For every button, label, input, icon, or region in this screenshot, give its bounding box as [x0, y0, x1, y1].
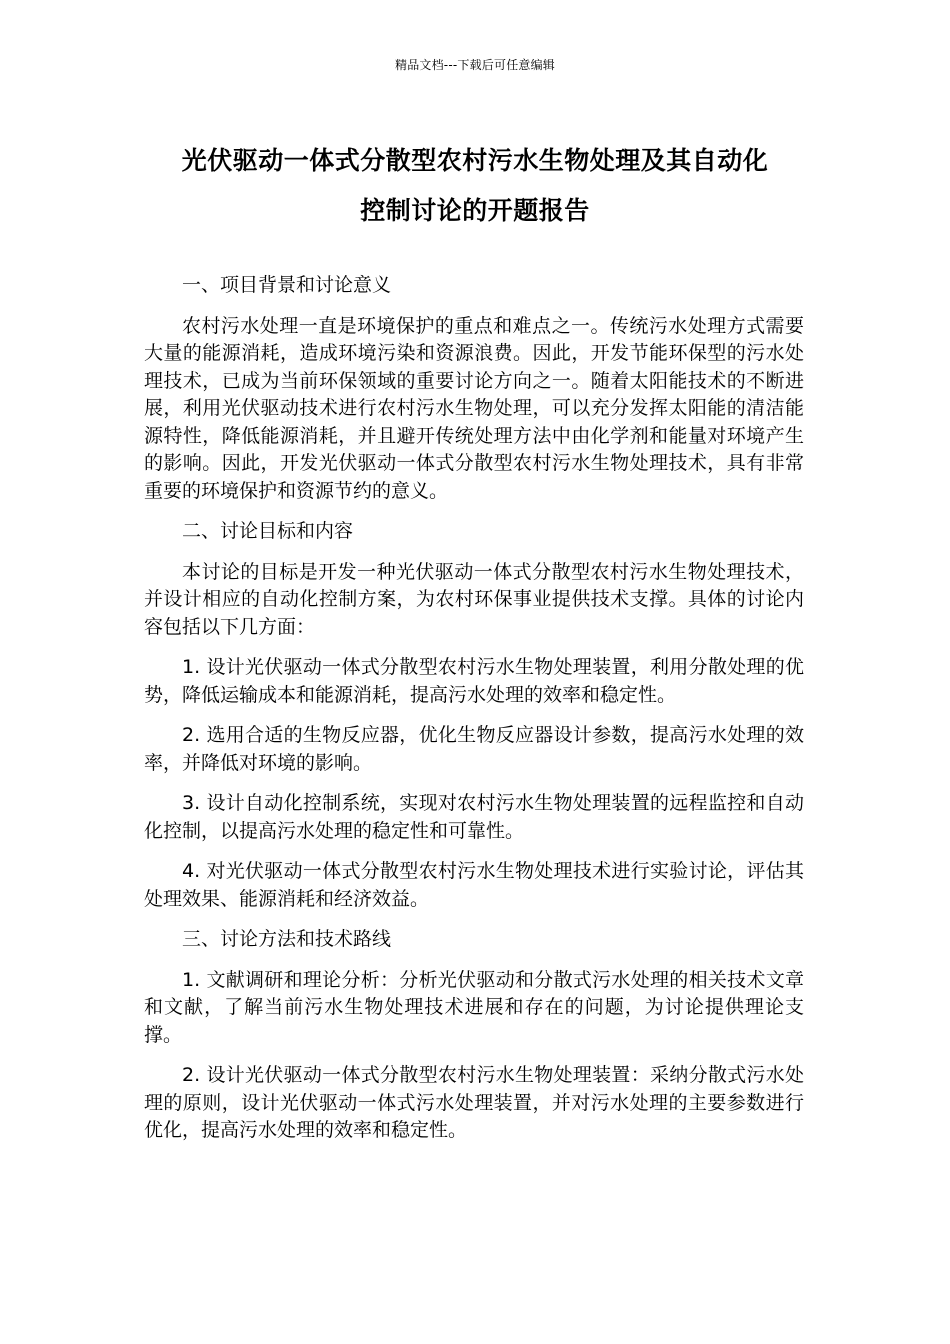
header-note: 精品文档---下载后可任意编辑: [395, 58, 555, 72]
section-2-item-2: 2. 选用合适的生物反应器，优化生物反应器设计参数，提高污水处理的效率，并降低对环境的影响。: [144, 724, 804, 774]
section-3-heading: 三、讨论方法和技术路线: [182, 928, 392, 950]
section-2-item-4: 4. 对光伏驱动一体式分散型农村污水生物处理技术进行实验讨论，评估其处理效果、能源消耗和经济效益。: [144, 860, 804, 910]
section-2-heading: 二、讨论目标和内容: [182, 520, 354, 542]
section-2-intro: 本讨论的目标是开发一种光伏驱动一体式分散型农村污水生物处理技术，并设计相应的自动化控制方案，为农村环保事业提供技术支撑。具体的讨论内容包括以下几方面：: [144, 560, 804, 638]
section-2-item-3: 3. 设计自动化控制系统，实现对农村污水生物处理装置的远程监控和自动化控制，以提高污水处理的稳定性和可靠性。: [144, 792, 804, 842]
section-1-heading: 一、项目背景和讨论意义: [182, 274, 392, 296]
document-title: [130, 136, 820, 236]
section-1-paragraph: 农村污水处理一直是环境保护的重点和难点之一。传统污水处理方式需要大量的能源消耗，造成环境污染和资源浪费。因此，开发节能环保型的污水处理技术，已成为当前环保领域的重要讨论方向之一。随着太阳能技术的不断进展，利用光伏驱动技术进行农村污水生物处理，可以充分发挥太阳能的清洁能源特性，降低能源消耗，并且避开传统处理方法中由化学剂和能量对环境产生的影响。因此，开发光伏驱动一体式分散型农村污水生物处理技术，具有非常重要的环境保护和资源节约的意义。: [144, 314, 804, 502]
section-3-item-2: 2. 设计光伏驱动一体式分散型农村污水生物处理装置：采纳分散式污水处理的原则，设计光伏驱动一体式污水处理装置，并对污水处理的主要参数进行优化，提高污水处理的效率和稳定性。: [144, 1064, 804, 1141]
section-3-item-1: 1. 文献调研和理论分析：分析光伏驱动和分散式污水处理的相关技术文章和文献，了解当前污水生物处理技术进展和存在的问题，为讨论提供理论支撑。: [144, 968, 804, 1046]
title-line-1: 光伏驱动一体式分散型农村污水生物处理及其自动化: [181, 146, 769, 175]
section-2-item-1: 1. 设计光伏驱动一体式分散型农村污水生物处理装置，利用分散处理的优势，降低运输成本和能源消耗，提高污水处理的效率和稳定性。: [144, 656, 804, 706]
document-body: [144, 272, 804, 1145]
title-line-2: 控制讨论的开题报告: [360, 196, 590, 225]
